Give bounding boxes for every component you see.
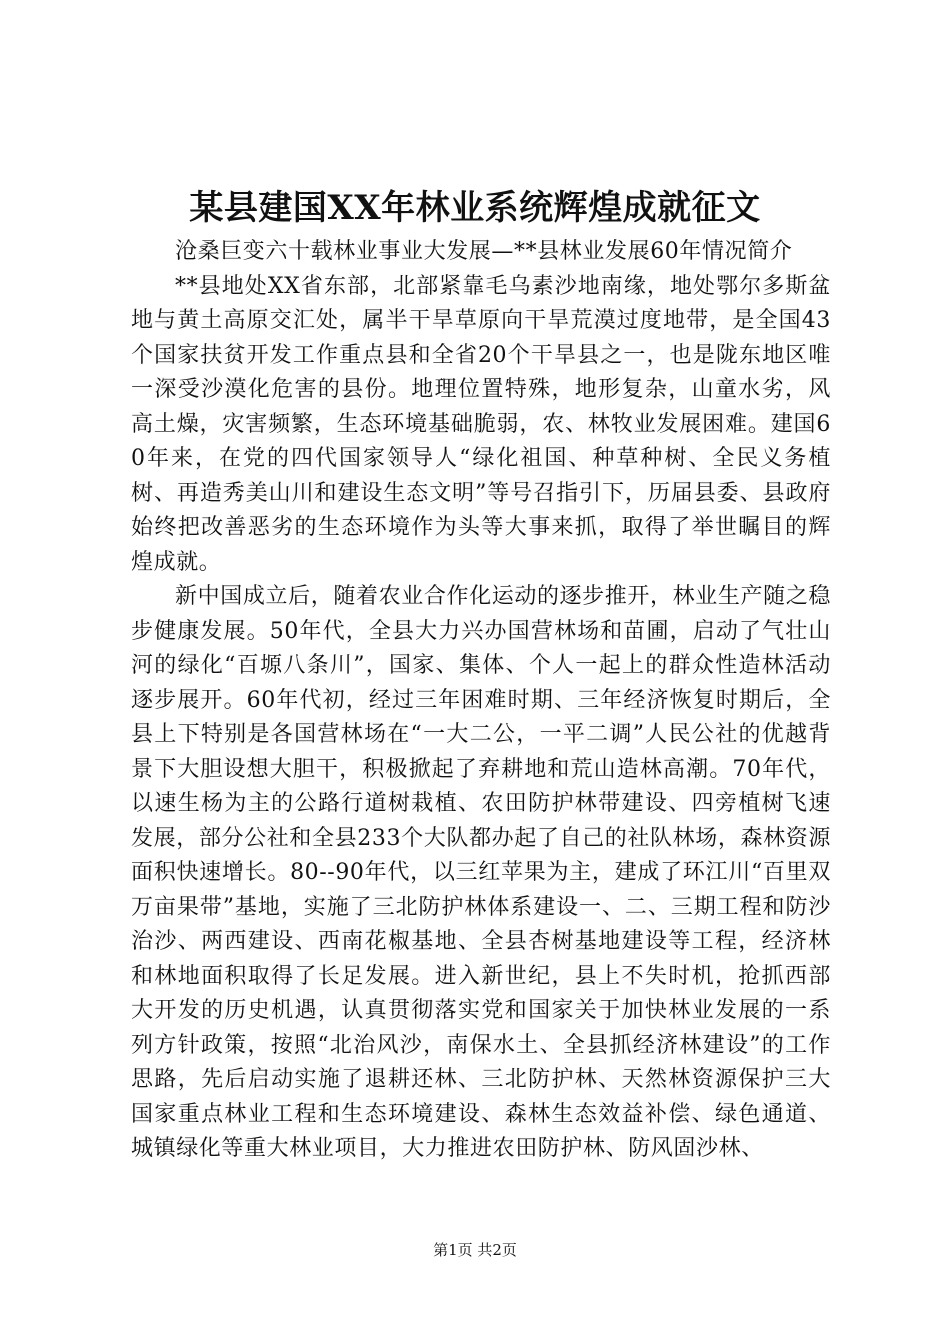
body-paragraph: 新中国成立后，随着农业合作化运动的逐步推开，林业生产随之稳步健康发展。50年代，全县大力兴办国营林场和苗圃，启动了气壮山河的绿化“百塬八条川”，国家、集体、个人一起上的群众性造林活动逐步展开。60年代初，经过三年困难时期、三年经济恢复时期后，全县上下特别是各国营林场在“一大二公，一平二调”人民公社的优越背景下大胆设想大胆干，积极掀起了弃耕地和荒山造林高潮。70年代，以速生杨为主的公路行道树栽植、农田防护林带建设、四旁植树飞速发展，部分公社和全县233个大队都办起了自己的社队林场，森林资源面积快速增长。80--90年代，以三红苹果为主，建成了环江川“百里双万亩果带”基地，实施了三北防护林体系建设一、二、三期工程和防沙治沙、两西建设、西南花椒基地、全县杏树基地建设等工程，经济林和林地面积取得了长足发展。进入新世纪，县上不失时机，抢抓西部大开发的历史机遇，认真贯彻落实党和国家关于加快林业发展的一系列方针政策，按照“北治风沙，南保水土、全县抓经济林建设”的工作思路，先后启动实施了退耕还林、三北防护林、天然林资源保护三大国家重点林业工程和生态环境建设、森林生态效益补偿、绿色通道、城镇绿化等重大林业项目，大力推进农田防护林、防风固沙林、: [131, 584, 831, 1161]
subtitle-paragraph: 沧桑巨变六十载林业事业大发展—**县林业发展60年情况简介: [175, 239, 793, 264]
document-title: 某县建国XX年林业系统辉煌成就征文: [189, 188, 761, 228]
body-paragraph: **县地处XX省东部，北部紧靠毛乌素沙地南缘，地处鄂尔多斯盆地与黄土高原交汇处，属半干旱草原向干旱荒漠过度地带，是全国43个国家扶贫开发工作重点县和全省20个干旱县之一，也是陇东地区唯一深受沙漠化危害的县份。地理位置特殊，地形复杂，山童水劣，风高土燥，灾害频繁，生态环境基础脆弱，农、林牧业发展困难。建国60年来，在党的四代国家领导人“绿化祖国、种草种树、全民义务植树、再造秀美山川和建设生态文明”等号召指引下，历届县委、县政府始终把改善恶劣的生态环境作为头等大事来抓，取得了举世瞩目的辉煌成就。: [131, 273, 831, 575]
page-number: 第1页 共2页: [433, 1241, 517, 1259]
document-body: [131, 235, 831, 1167]
